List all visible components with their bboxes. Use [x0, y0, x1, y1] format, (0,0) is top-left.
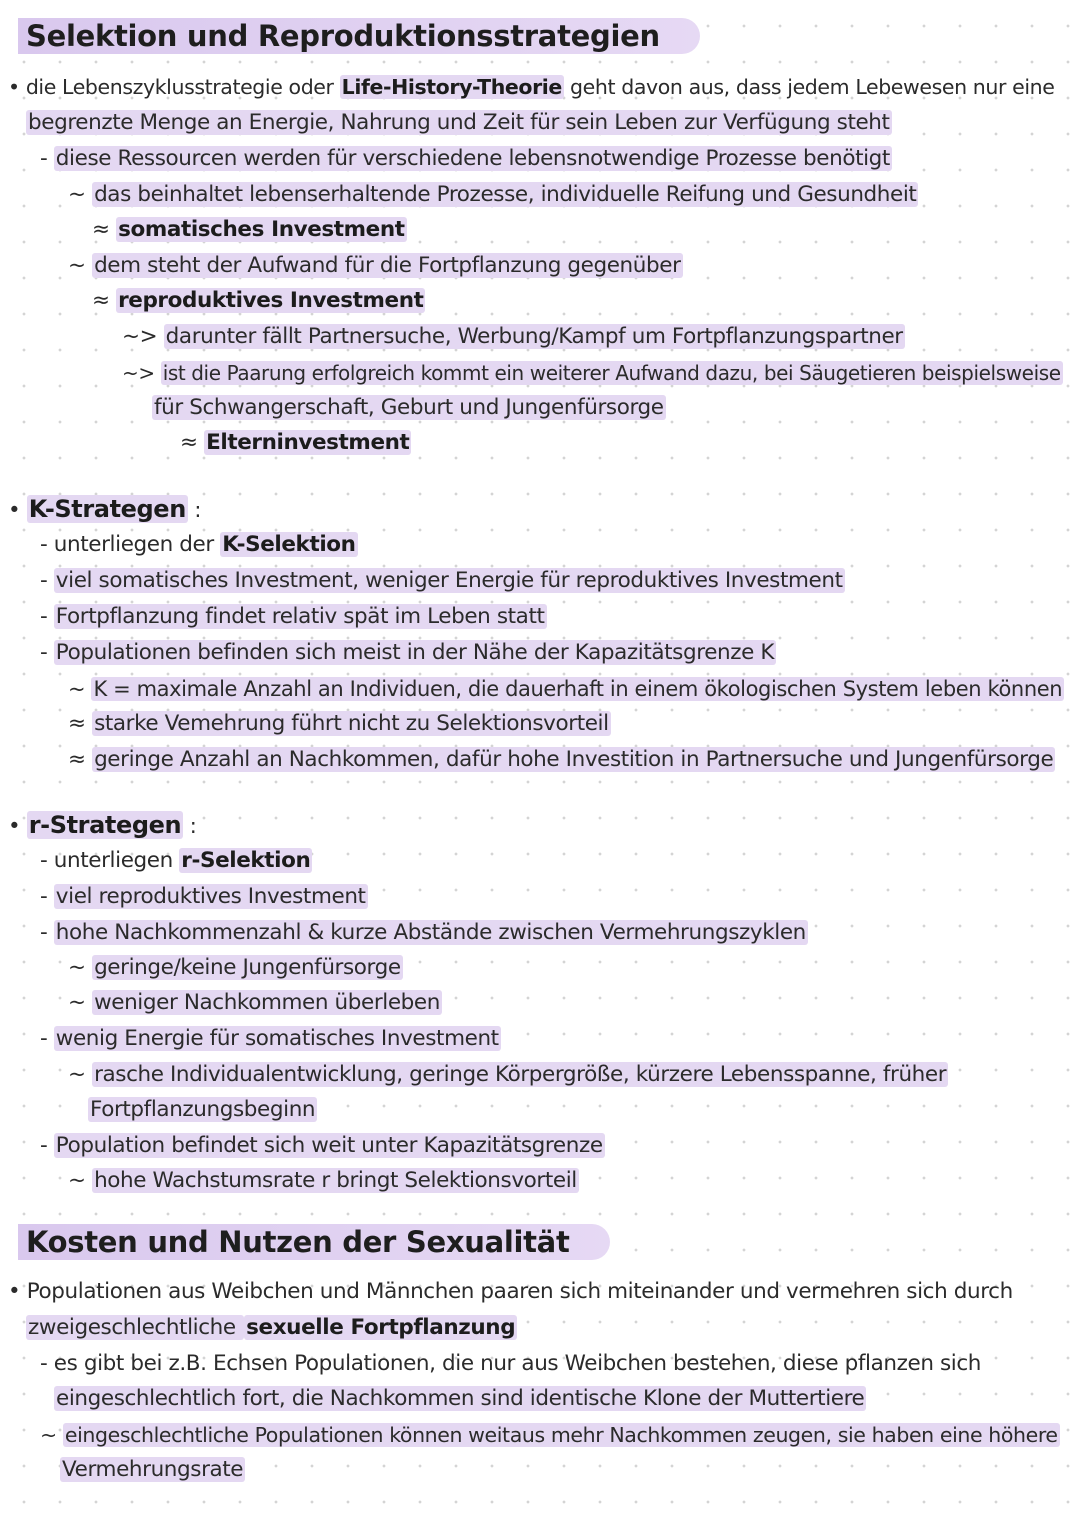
text: K = maximale Anzahl an Individuen, die dauerhaft in einem ökologischen System leben können	[93, 677, 1063, 701]
text: weniger Nachkommen überleben	[94, 990, 440, 1015]
text: es gibt bei z.B. Echsen Populationen, die nur aus Weibchen bestehen, diese pflanzen sich	[53, 1351, 982, 1376]
text: geht davon aus, dass jedem Lebewesen nur eine	[563, 75, 1055, 99]
line: ~ weniger Nachkommen überleben	[68, 990, 440, 1015]
line	[54, 1384, 866, 1414]
line: - Populationen befinden sich meist in der Nähe der Kapazitätsgrenze K	[40, 640, 775, 665]
term-sexuelle-fortpflanzung: sexuelle Fortpflanzung	[246, 1315, 516, 1340]
text: diese Ressourcen werden für verschiedene lebensnotwendige Prozesse benötigt	[55, 146, 890, 171]
line: - wenig Energie für somatisches Investment	[40, 1026, 499, 1051]
bullet-life-history: • die Lebenszyklusstrategie oder Life-History-Theorie geht davon aus, dass jedem Lebewesen nur eine	[8, 75, 1055, 99]
line: ~> darunter fällt Partnersuche, Werbung/Kampf um Fortpflanzungspartner	[122, 324, 903, 349]
text: Fortpflanzungsbeginn	[90, 1097, 316, 1122]
line: - unterliegen der K-Selektion	[40, 532, 356, 557]
text: darunter fällt Partnersuche, Werbung/Kampf um Fortpflanzungspartner	[165, 324, 903, 349]
text: hohe Wachstumsrate r bringt Selektionsvorteil	[94, 1168, 577, 1193]
k-strategen-heading: • K-Strategen :	[8, 495, 202, 523]
term-r-selektion: r-Selektion	[181, 848, 311, 873]
term-elterninvestment: Elterninvestment	[206, 430, 410, 455]
section-heading-sexualitaet: Kosten und Nutzen der Sexualität	[18, 1224, 610, 1260]
line: ≈ reproduktives Investment	[92, 288, 424, 313]
line: - viel somatisches Investment, weniger Energie für reproduktives Investment	[40, 568, 843, 593]
section-heading-selektion: Selektion und Reproduktionsstrategien	[18, 18, 700, 54]
line: - hohe Nachkommenzahl & kurze Abstände zwischen Vermehrungszyklen	[40, 920, 806, 945]
text: eingeschlechtlich fort, die Nachkommen sind identische Klone der Muttertiere	[56, 1386, 865, 1411]
text: geringe Anzahl an Nachkommen, dafür hohe Investition in Partnersuche und Jungenfürsorge	[94, 747, 1054, 772]
text: Populationen befinden sich meist in der Nähe der Kapazitätsgrenze K	[55, 640, 775, 665]
term-reproduktives-investment: reproduktives Investment	[118, 288, 424, 313]
text: viel somatisches Investment, weniger Energie für reproduktives Investment	[55, 568, 843, 593]
text: ist die Paarung erfolgreich kommt ein weiterer Aufwand dazu, bei Säugetieren beispielsweise	[162, 361, 1061, 385]
text: eingeschlechtliche Populationen können weitaus mehr Nachkommen zeugen, sie haben eine höhere	[64, 1423, 1058, 1447]
line: ≈ somatisches Investment	[92, 217, 405, 242]
line: ≈ Elterninvestment	[180, 430, 410, 455]
term-somatisches-investment: somatisches Investment	[118, 217, 405, 242]
text: Fortpflanzung findet relativ spät im Leben statt	[55, 604, 545, 629]
text: K-Strategen	[28, 495, 186, 523]
text: rasche Individualentwicklung, geringe Körpergröße, kürzere Lebensspanne, früher	[94, 1062, 947, 1087]
line	[88, 1095, 317, 1125]
text: die Lebenszyklusstrategie oder	[25, 75, 340, 99]
line: ~> ist die Paarung erfolgreich kommt ein weiterer Aufwand dazu, bei Säugetieren beispielsweise	[122, 361, 1061, 385]
term-k-selektion: K-Selektion	[222, 532, 356, 557]
line: ~ eingeschlechtliche Populationen können weitaus mehr Nachkommen zeugen, sie haben eine höhere	[40, 1423, 1058, 1447]
line	[60, 1455, 245, 1485]
line: - es gibt bei z.B. Echsen Populationen, die nur aus Weibchen bestehen, diese pflanzen sich	[40, 1351, 982, 1376]
line: ~ K = maximale Anzahl an Individuen, die dauerhaft in einem ökologischen System leben können	[68, 677, 1063, 701]
text: hohe Nachkommenzahl & kurze Abstände zwischen Vermehrungszyklen	[55, 920, 806, 945]
text: r-Strategen	[28, 811, 182, 839]
text: zweigeschlechtliche	[28, 1315, 243, 1340]
text: unterliegen	[53, 848, 180, 873]
line: - unterliegen r-Selektion	[40, 848, 311, 873]
line	[26, 108, 892, 138]
line: ~ dem steht der Aufwand für die Fortpflanzung gegenüber	[68, 253, 681, 278]
text: das beinhaltet lebenserhaltende Prozesse, individuelle Reifung und Gesundheit	[94, 182, 917, 207]
line: ~ hohe Wachstumsrate r bringt Selektionsvorteil	[68, 1168, 577, 1193]
line: ~ rasche Individualentwicklung, geringe Körpergröße, kürzere Lebensspanne, früher	[68, 1062, 947, 1087]
text: Population befindet sich weit unter Kapazitätsgrenze	[55, 1133, 603, 1158]
text: geringe/keine Jungenfürsorge	[94, 955, 401, 980]
text: unterliegen der	[53, 532, 221, 557]
text: für Schwangerschaft, Geburt und Jungenfürsorge	[154, 395, 664, 420]
bullet-populationen: • Populationen aus Weibchen und Männchen paaren sich miteinander und vermehren sich durch	[8, 1279, 1013, 1304]
line: - Fortpflanzung findet relativ spät im Leben statt	[40, 604, 545, 629]
line: ≈ starke Vemehrung führt nicht zu Selektionsvorteil	[68, 711, 609, 736]
text: wenig Energie für somatisches Investment	[55, 1026, 499, 1051]
line	[152, 393, 666, 423]
line: ≈ geringe Anzahl an Nachkommen, dafür hohe Investition in Partnersuche und Jungenfürsorge	[68, 747, 1054, 772]
text: Populationen aus Weibchen und Männchen paaren sich miteinander und vermehren sich durch	[26, 1279, 1013, 1304]
line: ~ geringe/keine Jungenfürsorge	[68, 955, 401, 980]
text: begrenzte Menge an Energie, Nahrung und Zeit für sein Leben zur Verfügung steht	[28, 110, 890, 135]
text: Vermehrungsrate	[62, 1457, 244, 1482]
text: viel reproduktives Investment	[55, 884, 366, 909]
r-strategen-heading: • r-Strategen :	[8, 811, 197, 839]
line: - viel reproduktives Investment	[40, 884, 366, 909]
line	[26, 1313, 517, 1343]
line: ~ das beinhaltet lebenserhaltende Prozesse, individuelle Reifung und Gesundheit	[68, 182, 917, 207]
term-life-history: Life-History-Theorie	[341, 75, 562, 99]
text: starke Vemehrung führt nicht zu Selektionsvorteil	[94, 711, 609, 736]
text: dem steht der Aufwand für die Fortpflanzung gegenüber	[94, 253, 681, 278]
line: - diese Ressourcen werden für verschiedene lebensnotwendige Prozesse benötigt	[40, 146, 890, 171]
line: - Population befindet sich weit unter Kapazitätsgrenze	[40, 1133, 603, 1158]
